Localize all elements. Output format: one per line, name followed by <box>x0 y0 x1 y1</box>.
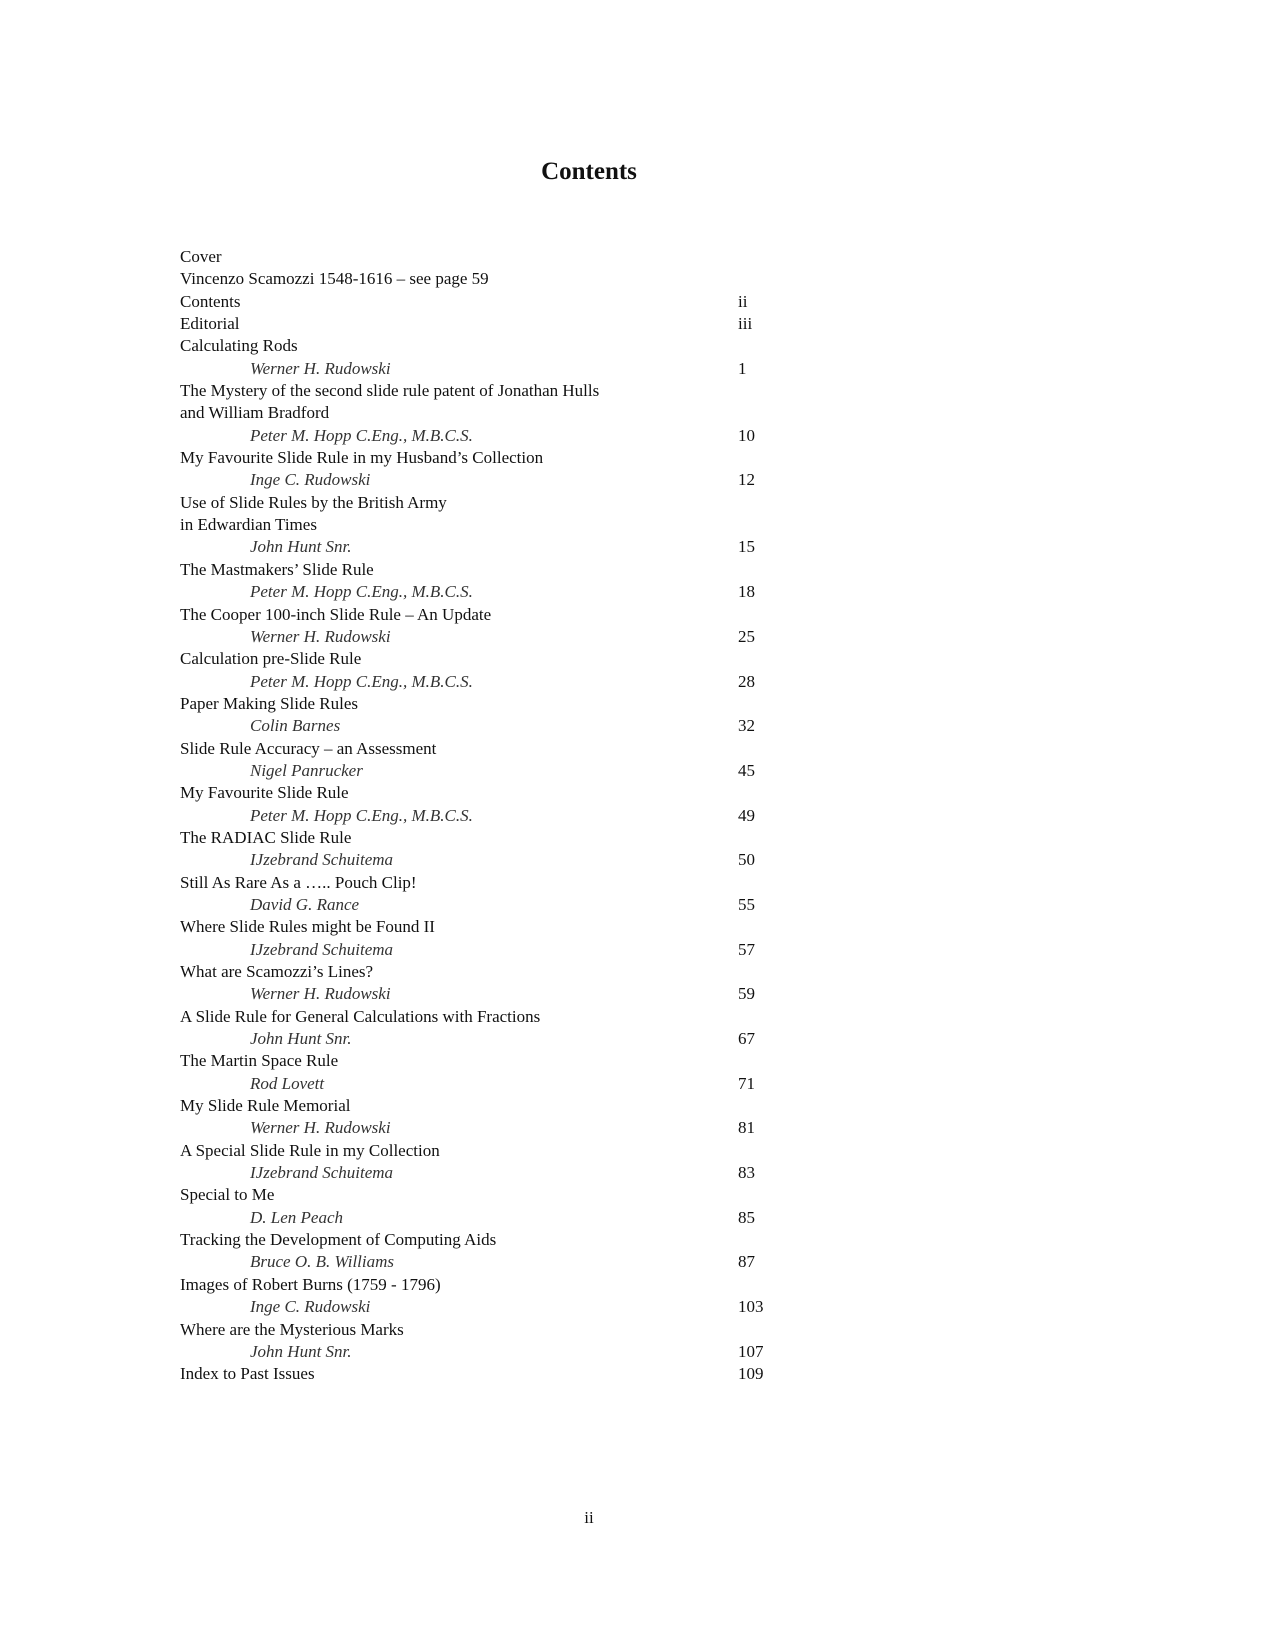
toc-author-row <box>180 536 800 558</box>
toc-entry-row <box>180 447 800 469</box>
toc-author: Bruce O. B. Williams <box>250 1252 395 1272</box>
toc-title: My Favourite Slide Rule in my Husband’s Collection <box>180 448 544 468</box>
toc-author-row <box>180 849 800 871</box>
toc-page-number: 28 <box>738 671 755 691</box>
toc-author-row <box>180 1117 800 1139</box>
toc-entry-row <box>180 1363 800 1385</box>
toc-page-number: 103 <box>738 1297 764 1317</box>
toc-entry-row <box>180 1184 800 1206</box>
toc-author: Peter M. Hopp C.Eng., M.B.C.S. <box>250 671 473 691</box>
toc-page-number: 71 <box>738 1073 755 1093</box>
toc-author: Nigel Panrucker <box>250 760 363 780</box>
toc-author-row <box>180 1296 800 1318</box>
toc-entry-row <box>180 380 800 402</box>
toc-author: Werner H. Rudowski <box>250 626 391 646</box>
toc-entry-row <box>180 693 800 715</box>
toc-page-number: 10 <box>738 425 755 445</box>
toc-entry-row <box>180 1229 800 1251</box>
toc-title: Where are the Mysterious Marks <box>180 1319 404 1339</box>
table-of-contents <box>180 246 800 1386</box>
toc-title: The Mastmakers’ Slide Rule <box>180 559 374 579</box>
toc-entry-row <box>180 268 800 290</box>
toc-author-row <box>180 671 800 693</box>
toc-author: Peter M. Hopp C.Eng., M.B.C.S. <box>250 425 473 445</box>
toc-page-number: 18 <box>738 582 755 602</box>
toc-title: A Slide Rule for General Calculations with Fractions <box>180 1006 541 1026</box>
toc-title: Where Slide Rules might be Found II <box>180 917 435 937</box>
toc-entry-row <box>180 1140 800 1162</box>
toc-page-number: 45 <box>738 760 755 780</box>
toc-title: and William Bradford <box>180 403 330 423</box>
toc-entry-row <box>180 1050 800 1072</box>
toc-title: Slide Rule Accuracy – an Assessment <box>180 738 437 758</box>
toc-title: My Favourite Slide Rule <box>180 783 349 803</box>
toc-entry-row <box>180 1095 800 1117</box>
toc-page-number: 87 <box>738 1252 755 1272</box>
toc-entry-row <box>180 782 800 804</box>
toc-entry-row <box>180 648 800 670</box>
toc-title: Images of Robert Burns (1759 - 1796) <box>180 1274 441 1294</box>
toc-title: The Cooper 100-inch Slide Rule – An Update <box>180 604 492 624</box>
toc-entry-row <box>180 335 800 357</box>
toc-entry-row <box>180 559 800 581</box>
toc-author: Colin Barnes <box>250 716 341 736</box>
toc-author: IJzebrand Schuitema <box>250 939 394 959</box>
toc-entry-row <box>180 604 800 626</box>
toc-title: Cover <box>180 247 222 266</box>
toc-page-number: 59 <box>738 984 755 1004</box>
toc-author: Inge C. Rudowski <box>250 1297 371 1317</box>
page-title: Contents <box>541 158 637 185</box>
toc-entry-row <box>180 1319 800 1341</box>
toc-title: Vincenzo Scamozzi 1548-1616 – see page 59 <box>180 269 489 289</box>
toc-author: Peter M. Hopp C.Eng., M.B.C.S. <box>250 582 473 602</box>
toc-author-row <box>180 581 800 603</box>
toc-author-row <box>180 894 800 916</box>
toc-author-row <box>180 626 800 648</box>
toc-page-number: 12 <box>738 470 755 490</box>
toc-title: Special to Me <box>180 1185 275 1205</box>
toc-author: Werner H. Rudowski <box>250 984 391 1004</box>
toc-entry-row <box>180 1006 800 1028</box>
toc-title: Tracking the Development of Computing Aids <box>180 1230 497 1250</box>
toc-author: IJzebrand Schuitema <box>250 850 394 870</box>
toc-page-number: 50 <box>738 850 755 870</box>
toc-title: Use of Slide Rules by the British Army <box>180 492 447 512</box>
toc-entry-row <box>180 246 800 268</box>
page-number: ii <box>584 1508 594 1527</box>
toc-entry-row <box>180 916 800 938</box>
toc-title: Still As Rare As a ….. Pouch Clip! <box>180 872 417 892</box>
toc-page-number: 67 <box>738 1029 755 1049</box>
toc-page-number: 55 <box>738 894 755 914</box>
toc-page-number: 109 <box>738 1364 764 1384</box>
toc-page-number: 107 <box>738 1341 764 1361</box>
toc-author-row <box>180 358 800 380</box>
toc-author: Inge C. Rudowski <box>250 470 371 490</box>
toc-author: IJzebrand Schuitema <box>250 1163 394 1183</box>
toc-author-row <box>180 939 800 961</box>
toc-page-number: 25 <box>738 626 755 646</box>
toc-author-row <box>180 1162 800 1184</box>
toc-title: The Martin Space Rule <box>180 1051 339 1071</box>
toc-entry-row <box>180 738 800 760</box>
toc-author: John Hunt Snr. <box>250 1341 352 1361</box>
toc-author: David G. Rance <box>250 894 360 914</box>
toc-author: Werner H. Rudowski <box>250 358 391 378</box>
toc-author: John Hunt Snr. <box>250 1029 352 1049</box>
toc-entry-row <box>180 872 800 894</box>
toc-author-row <box>180 1028 800 1050</box>
toc-title: Paper Making Slide Rules <box>180 693 359 713</box>
toc-page-number: 57 <box>738 939 755 959</box>
toc-entry-row <box>180 961 800 983</box>
toc-page-number: ii <box>738 291 748 311</box>
toc-page-number: 32 <box>738 716 755 736</box>
toc-author: Rod Lovett <box>250 1073 325 1093</box>
toc-page-number: 83 <box>738 1163 755 1183</box>
toc-title: The RADIAC Slide Rule <box>180 827 352 847</box>
toc-author: D. Len Peach <box>250 1207 344 1227</box>
toc-title: A Special Slide Rule in my Collection <box>180 1140 440 1160</box>
toc-author-row <box>180 1251 800 1273</box>
toc-page-number: 49 <box>738 805 755 825</box>
toc-page-number: 85 <box>738 1207 755 1227</box>
toc-title: The Mystery of the second slide rule patent of Jonathan Hulls <box>180 381 600 401</box>
toc-author: John Hunt Snr. <box>250 537 352 557</box>
toc-author-row <box>180 983 800 1005</box>
toc-entry-row <box>180 1274 800 1296</box>
toc-author-row <box>180 760 800 782</box>
toc-entry-row <box>180 313 800 335</box>
toc-page-number: 81 <box>738 1118 755 1138</box>
toc-title: Contents <box>180 291 241 311</box>
toc-title: Calculation pre-Slide Rule <box>180 649 362 669</box>
toc-title: Editorial <box>180 314 240 334</box>
toc-author-row <box>180 1207 800 1229</box>
toc-title: What are Scamozzi’s Lines? <box>180 962 374 981</box>
toc-author-row <box>180 1341 800 1363</box>
toc-entry-row <box>180 827 800 849</box>
toc-author-row <box>180 425 800 447</box>
toc-page-number: 1 <box>738 358 747 378</box>
toc-title: in Edwardian Times <box>180 515 317 535</box>
toc-entry-row <box>180 402 800 424</box>
toc-author-row <box>180 469 800 491</box>
toc-title: Calculating Rods <box>180 336 298 356</box>
toc-entry-row <box>180 514 800 536</box>
toc-entry-row <box>180 492 800 514</box>
toc-author: Werner H. Rudowski <box>250 1118 391 1138</box>
toc-entry-row <box>180 291 800 313</box>
toc-author: Peter M. Hopp C.Eng., M.B.C.S. <box>250 805 473 825</box>
toc-title: My Slide Rule Memorial <box>180 1096 351 1116</box>
toc-author-row <box>180 715 800 737</box>
toc-title: Index to Past Issues <box>180 1364 315 1384</box>
toc-author-row <box>180 1073 800 1095</box>
toc-page-number: iii <box>738 314 753 334</box>
toc-page-number: 15 <box>738 537 755 557</box>
toc-author-row <box>180 805 800 827</box>
